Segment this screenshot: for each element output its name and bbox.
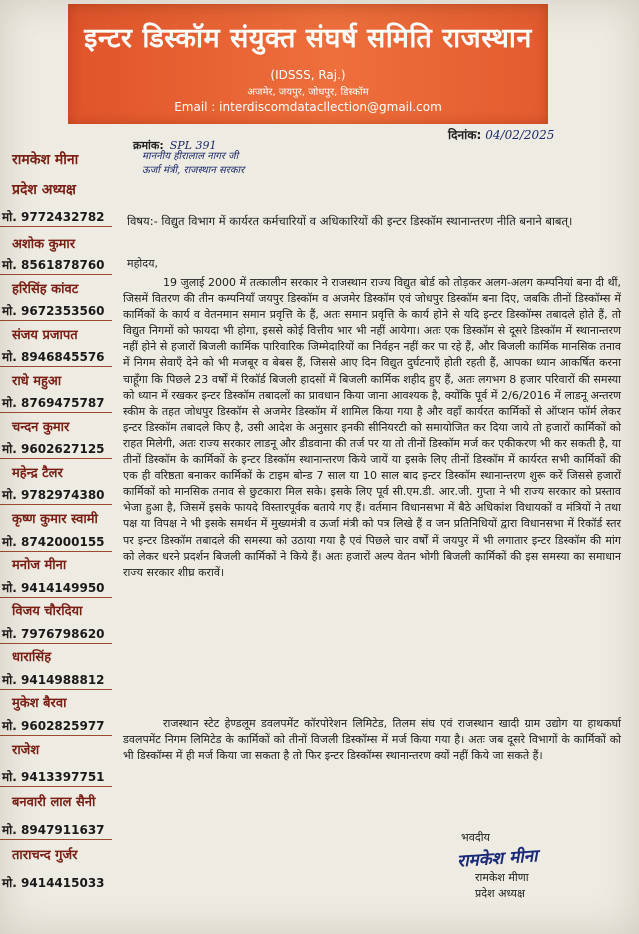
body-paragraph-1: 19 जुलाई 2000 में तत्कालीन सरकार ने राजस्थान राज्य विद्युत बोर्ड को तोड़कर अलग-अलग कम्पनियां बना दी थीं, जिसमें वितरण की तीन कम्पनियाँ जयपुर डिस्कॉम व अजमेर डिस्कॉम एवं जोधपुर डिस्कॉम बना दिए, जबकि तीनों डिस्कॉम्स में कार्मिकों के कार्य व वेतनमान समान प्रवृत्ति के हैं, अतः समान प्रवृत्ति के कार्य होने से यदि इन्टर डिस्कॉम्स तबादले होते हैं, तो विद्युत निगमों को फायदा भी होगा, इससे कोई वित्तीय भार भी नहीं आयेगा। अतः एक डिस्कॉम से दूसरे डिस्कॉम में स्थानान्तरण नहीं होने से हजारों बिजली कार्मिक पारिवारिक जिम्मेदारियों का निर्वहन नहीं कर पा रहे हैं, और बिजली कार्मिक मानसिक तनाव में निगम सेवाएँ देने को भी मजबूर व बेबस हैं, जिससे आए दिन विद्युत दुर्घटनाएँ होती रहती हैं, आपका ध्यान आकर्षित करना चाहूँगा कि पिछले 23 वर्षों में रिकॉर्ड बिजली हादसों में बिजली कार्मिक शहीद हुए हैं, अतः लगभग 8 हजार परिवारों की समस्या को ध्यान में रखकर इन्टर डिस्कॉम तबादलों का प्रावधान किया जाना आवश्यक है, क्योंकि पूर्व में 2/6/2016 में लाडनू अन्तरण स्कीम के तहत जोधपुर डिस्कॉम से अजमेर डिस्कॉम में शामिल किया गया है और वहाँ कार्यरत कार्मिकों से ऑप्शन फॉर्म लेकर इन्टर डिस्कॉम तबादले किए है, उसी आदेश के अनुसार इनकी सीनियरटी को समायोजित कर दिया जाये तो हजारों कार्मिकों को राहत मिलेगी, अतः राज्य सरकार लाडनू और डीडवाना की तर्ज पर या तो तीनों डिस्कॉम मर्ज कर एकीकरण भी कर सकती है, या तीनों डिस्कॉम के कार्मिकों के इन्टर डिस्कॉम स्थानान्तरण किये जायें या इसके लिए तीनों डिस्कॉम में कार्यरत सभी कार्मिकों की एक ही वरिष्ठता बनाकर कार्मिकों के टाइम बोन्ड 7 साल या 10 साल बाद इन्टर डिस्कॉम स्थानान्तरण शुरू करें जिससे हजारों कार्मिकों को मानसिक तनाव से छुटकारा मिल सके। इसके लिए पूर्व सी.एम.डी. आर.जी. गुप्ता ने भी राज्य सरकार को प्रस्ताव भेजा हुआ है, जिसमें इसके फायदे विस्तारपूर्वक बताये गए हैं। वर्तमान विधानसभा में बैठे अधिकांश विधायकों व मंत्रियों ने तथा पक्ष या विपक्ष ने भी इसके समर्थन में मुख्यमंत्री व ऊर्जा मंत्री को पत्र लिखे हैं व जन प्रतिनिधियों द्वारा विधानसभा में रिकॉर्ड स्तर पर इन्टर डिस्कॉम तबादले की समस्या को उठाया गया है एवं पिछले चार वर्षों में जयपुर में भी लगातार इन्टर डिस्कॉम की मांग को लेकर धरने प्रदर्शन बिजली कार्मिकों ने किये हैं। अतः हजारों अल्प वेतन भोगी बिजली कार्मिकों की इस समस्या का समाधान राज्य सरकार शीघ्र करावें।: [123, 276, 621, 579]
member-name: धारासिंह: [12, 650, 52, 665]
body-paragraph-2: राजस्थान स्टेट हेण्डलूम डवलपमेंट कॉरपोरेशन लिमिटेड, तिलम संघ एवं राजस्थान खादी ग्राम उद्योग या हाथकर्घा डवलपमेंट निगम लिमिटेड के कार्मिकों को तीनों विजली डिस्कॉम्स में मर्ज किया गया है। अतः जब दूसरे विभागों के कार्मिकों को भी डिस्कॉम्स में ही मर्ज किया जा सकता है तो फिर इन्टर डिस्कॉम्स स्थानान्तरण क्यों नहीं किये जा सकते हैं।: [123, 717, 621, 763]
member-phone: मो. 9414415033: [2, 876, 105, 890]
date-value: 04/02/2025: [485, 128, 555, 142]
sidebar-divider: [0, 458, 112, 459]
addressee-designation: ऊर्जा मंत्री, राजस्थान सरकार: [142, 165, 245, 176]
member-phone: मो. 9414149950: [2, 581, 105, 595]
member-phone: मो. 9602825977: [2, 719, 105, 733]
member-phone: मो. 9782974380: [2, 488, 105, 502]
sidebar-divider: [0, 597, 112, 598]
reference-value: SPL 391: [169, 139, 217, 152]
organization-abbreviation: (IDSSS, Raj.): [270, 68, 346, 82]
member-name: मुकेश बैरवा: [12, 696, 67, 711]
member-name: रामकेश मीना: [12, 152, 79, 168]
sidebar-divider: [0, 274, 112, 275]
member-name: विजय चौरदिया: [12, 604, 83, 619]
date-label: दिनांक:: [448, 128, 482, 142]
letterhead: [68, 4, 548, 124]
sidebar-divider: [0, 839, 112, 840]
sidebar-divider: [0, 689, 112, 690]
handwritten-signature: रामकेश मीना: [456, 846, 539, 872]
member-phone: मो. 7976798620: [2, 627, 105, 641]
organization-places: अजमेर, जयपुर, जोधपुर, डिस्कॉम: [247, 87, 369, 98]
signatory: [475, 870, 529, 902]
sidebar-divider: [0, 786, 112, 787]
member-name: अशोक कुमार: [12, 237, 76, 252]
sidebar-divider: [0, 366, 112, 367]
addressee-block: [142, 150, 382, 178]
member-phone: मो. 9413397751: [2, 770, 105, 784]
member-name: कृष्ण कुमार स्वामी: [12, 512, 98, 527]
member-name: राधे महुआ: [12, 374, 62, 389]
letter-date: [448, 126, 554, 143]
member-phone: मो. 8946845576: [2, 350, 105, 364]
organization-title: इन्टर डिस्कॉम संयुक्त संघर्ष समिति राजस्थान: [84, 23, 532, 54]
reference-label: क्रमांक:: [133, 139, 164, 152]
member-phone: मो. 9672353560: [2, 304, 105, 318]
member-phone: मो. 9602627125: [2, 442, 105, 456]
sidebar-divider: [0, 412, 112, 413]
member-phone: मो. 8947911637: [2, 823, 105, 837]
sidebar-divider: [0, 226, 112, 227]
member-name: राजेश: [12, 743, 40, 758]
member-name: ताराचन्द गुर्जर: [12, 848, 78, 863]
member-name: महेन्द्र टैलर: [12, 466, 63, 481]
addressee-name: माननीय हीरालाल नागर जी: [142, 151, 239, 162]
member-phone: मो. 8561878760: [2, 258, 105, 272]
sidebar-divider: [0, 735, 112, 736]
member-name: बनवारी लाल सैनी: [12, 795, 96, 810]
member-name: हरिसिंह कांवट: [12, 282, 79, 297]
member-name: संजय प्रजापत: [12, 328, 78, 343]
sidebar-divider: [0, 643, 112, 644]
signatory-designation: प्रदेश अध्यक्ष: [475, 887, 525, 900]
member-phone: मो. 8742000155: [2, 535, 105, 549]
member-name: चन्दन कुमार: [12, 420, 70, 435]
closing: भवदीय: [461, 831, 490, 844]
sidebar-divider: [0, 504, 112, 505]
sidebar-divider: [0, 320, 112, 321]
member-phone: मो. 8769475787: [2, 396, 105, 410]
organization-email: Email : interdiscomdatacllection@gmail.com: [174, 100, 442, 114]
member-role: प्रदेश अध्यक्ष: [12, 182, 76, 198]
member-name: मनोज मीना: [12, 558, 67, 573]
member-phone: मो. 9414988812: [2, 673, 105, 687]
member-phone: मो. 9772432782: [2, 210, 105, 224]
salutation: महोदय,: [127, 257, 158, 270]
letter-subject: विषय:- विद्युत विभाग में कार्यरत कर्मचारियों व अधिकारियों की इन्टर डिस्कॉम स्थानान्तरण नीति बनाने बाबत्।: [127, 214, 573, 228]
signatory-name: रामकेश मीणा: [475, 871, 529, 884]
sidebar-divider: [0, 551, 112, 552]
